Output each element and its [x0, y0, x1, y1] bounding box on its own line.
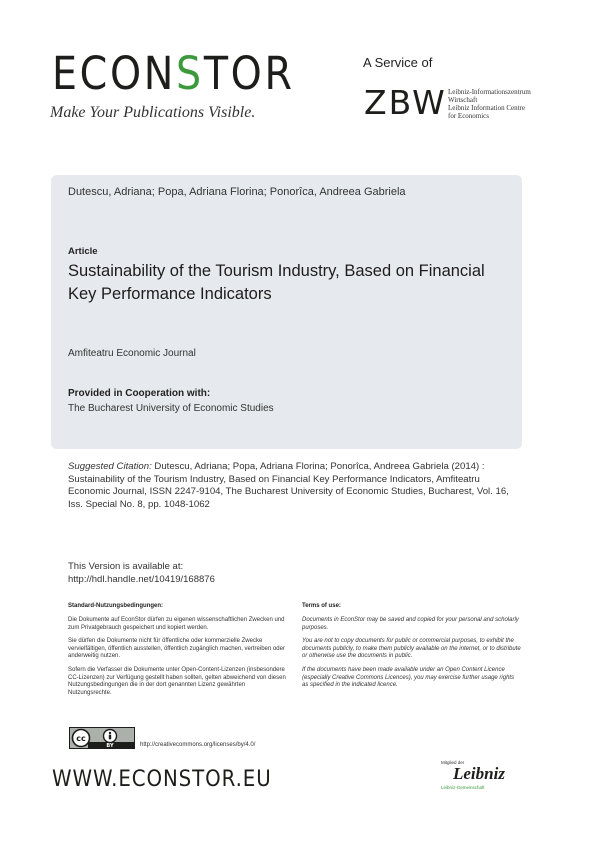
terms-german-heading: Standard-Nutzungsbedingungen: — [68, 603, 163, 609]
terms-paragraph: Documents in EconStor may be saved and copied for your personal and scholarly purposes. — [302, 617, 519, 631]
terms-paragraph: Die Dokumente auf EconStor dürfen zu eigenen wissenschaftlichen Zwecken und zum Privatgebrauch gespeichert und kopiert werden. — [68, 617, 285, 631]
zbw-line: Leibniz-Informationszentrum — [448, 88, 531, 96]
by-badge-text: BY — [106, 743, 114, 748]
logo-part-s: S — [176, 47, 204, 100]
tagline: Make Your Publications Visible. — [50, 104, 256, 121]
terms-german — [68, 603, 286, 703]
version-label: This Version is available at: — [68, 561, 184, 572]
econstor-site-link[interactable]: WWW.ECONSTOR.EU — [52, 767, 272, 792]
econstor-logo[interactable] — [52, 47, 295, 100]
service-label: A Service of — [363, 55, 433, 70]
terms-english-heading: Terms of use: — [302, 603, 341, 609]
zbw-logo[interactable]: ZBW — [364, 83, 447, 122]
citation-text: Dutescu, Adriana; Popa, Adriana Florina; Ponorîca, Andreea Gabriela (2014) : Sustainability of the Tourism Industry, Based on Financial Key Performance Indicators, Amfiteatru Economic Journal, ISSN 2247-9104, The Bucharest University of Economic Studies, Bucharest, Vol. 16, Iss. Special No. 8, pp. 1048-1062 — [68, 461, 509, 510]
document-type: Article — [68, 246, 98, 257]
leibniz-member-label: Mitglied der — [441, 760, 465, 765]
cooperation-name: The Bucharest University of Economic Studies — [68, 403, 274, 414]
terms-paragraph: Sofern die Verfasser die Dokumente unter Open-Content-Lizenzen (insbesondere CC-Lizenzen) zur Verfügung gestellt haben sollten, gelten abweichend von diesen Nutzungsbedingungen die in der dort genannten Lizenz gewährten Nutzungsrechte. — [68, 666, 286, 696]
logo-part-tor: TOR — [203, 47, 295, 100]
version-link[interactable]: http://hdl.handle.net/10419/168876 — [68, 574, 215, 585]
journal-name: Amfiteatru Economic Journal — [68, 348, 196, 359]
terms-paragraph: Sie dürfen die Dokumente nicht für öffentliche oder kommerzielle Zwecke vervielfältigen, öffentlich ausstellen, öffentlich zugänglich machen, vertreiben oder anderweitig nutzen. — [68, 638, 285, 660]
terms-paragraph: You are not to copy documents for public or commercial purposes, to exhibit the documents publicly, to make them publicly available on the internet, or to distribute or otherwise use the documents in public. — [302, 638, 521, 660]
zbw-line: Wirtschaft — [448, 96, 478, 104]
zbw-line: for Economics — [448, 112, 490, 120]
document-title: Sustainability of the Tourism Industry, Based on Financial Key Performance Indicators — [68, 262, 485, 303]
authors: Dutescu, Adriana; Popa, Adriana Florina; Ponorîca, Andreea Gabriela — [68, 186, 406, 198]
terms-english — [302, 603, 522, 696]
terms-paragraph: If the documents have been made available under an Open Content Licence (especially Creative Commons Licences), you may exercise further usage rights as specified in the indicated licence. — [302, 666, 515, 689]
cc-badge-text: cc — [76, 734, 86, 743]
leibniz-logo[interactable]: Leibniz — [453, 764, 505, 783]
cc-license-icon — [70, 728, 134, 748]
suggested-citation — [68, 461, 523, 511]
license-link[interactable]: http://creativecommons.org/licenses/by/4.0/ — [140, 742, 256, 748]
cooperation-label: Provided in Cooperation with: — [68, 388, 211, 399]
leibniz-community-label: Leibniz-Gemeinschaft — [441, 785, 485, 790]
zbw-description — [448, 88, 588, 120]
cc-by-badge[interactable] — [69, 727, 135, 749]
zbw-line: Leibniz Information Centre — [448, 104, 525, 112]
logo-part-econ: ECON — [52, 47, 177, 100]
citation-label: Suggested Citation: — [68, 461, 152, 472]
